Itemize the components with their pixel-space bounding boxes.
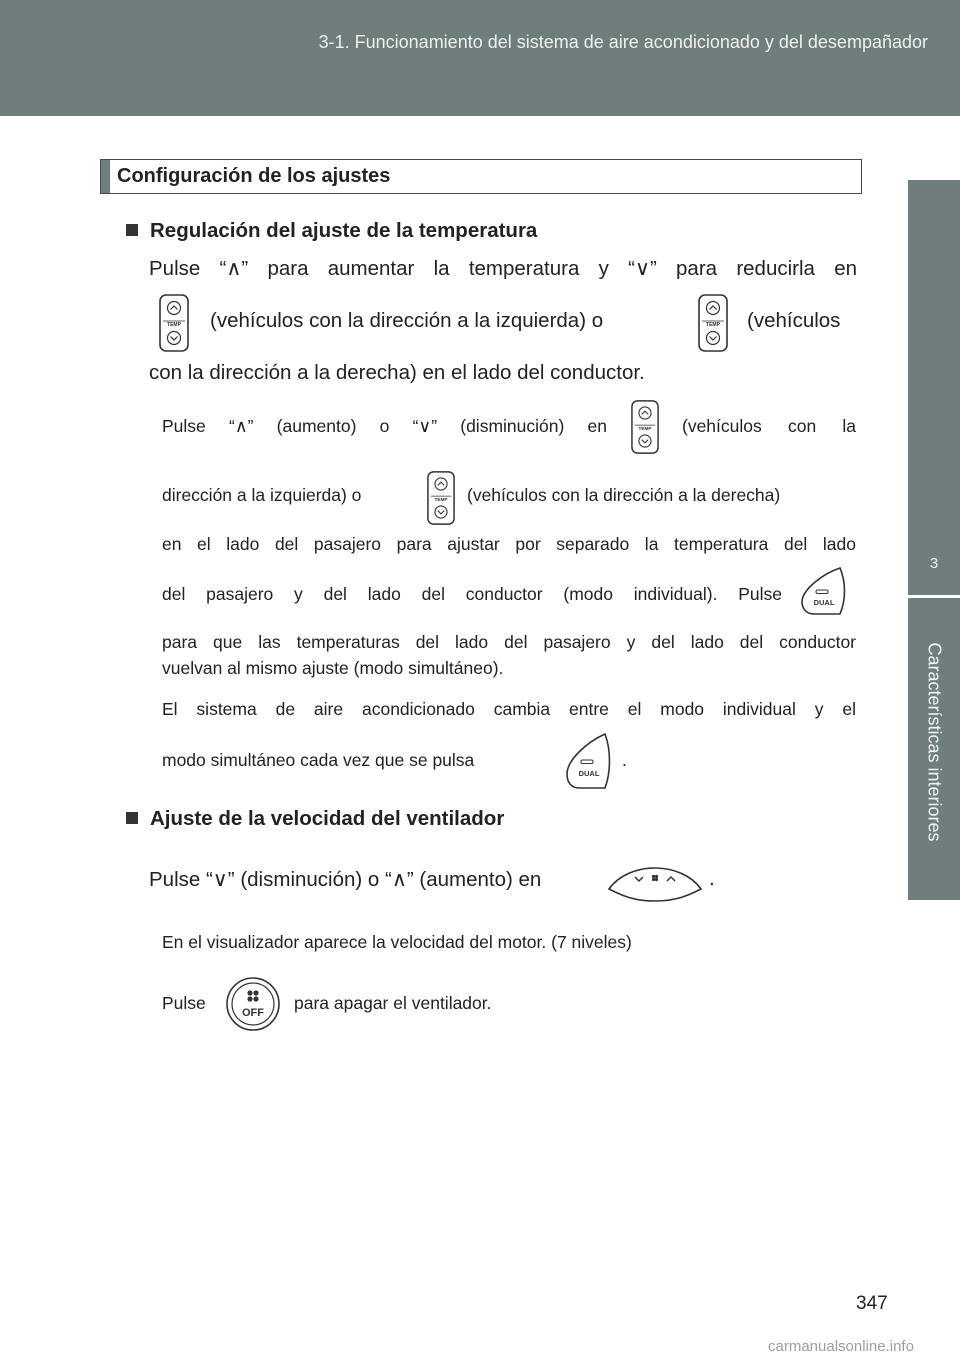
fan-heading-text: Ajuste de la velocidad del ventilador (150, 807, 505, 830)
dual-button-icon (565, 732, 613, 790)
fan-p1a: Pulse “∨” (disminución) o “∧” (aumento) en (149, 868, 542, 891)
side-tab-number: 3 (929, 555, 939, 572)
dual-button-icon (800, 566, 848, 616)
fan-p2: En el visualizador aparece la velocidad del motor. (7 niveles) (162, 932, 632, 952)
temp-p2-line6: vuelvan al mismo ajuste (modo simultáneo). (162, 658, 504, 678)
side-tab-divider (908, 595, 960, 598)
svg-text:TEMP: TEMP (706, 322, 720, 328)
temp-p2-line1b: (vehículos con la (682, 416, 856, 436)
temp-p1-line2a: (vehículos con la dirección a la izquierda) o (210, 309, 604, 332)
temp-p1-line3: con la dirección a la derecha) en el lado del conductor. (149, 361, 645, 384)
temp-p2-line4: del pasajero y del lado del conductor (modo individual). Pulse (162, 584, 782, 604)
temp-switch-icon (159, 294, 189, 352)
temp-p2-line5: para que las temperaturas del lado del pasajero y del lado del conductor (162, 632, 856, 652)
square-bullet-icon (126, 224, 138, 236)
watermark: carmanualsonline.info (768, 1338, 914, 1355)
chapter-title: 3-1. Funcionamiento del sistema de aire acondicionado y del desempañador (318, 32, 928, 52)
fan-p1b: . (709, 867, 715, 890)
temp-p3-line2a: modo simultáneo cada vez que se pulsa (162, 750, 475, 770)
temp-p1-line1: Pulse “∧” para aumentar la temperatura y “∨” para reducirla en (149, 257, 857, 280)
section-header-bar (101, 160, 110, 193)
svg-text:TEMP: TEMP (434, 496, 448, 502)
temp-switch-icon (631, 398, 659, 456)
header-band (0, 0, 960, 116)
side-tab-label: Características interiores (924, 642, 945, 842)
temp-heading (126, 219, 537, 243)
svg-text:TEMP: TEMP (638, 425, 652, 431)
temp-p1-line2b: (vehículos (747, 309, 841, 332)
temp-p2-line2a: dirección a la izquierda) o (162, 485, 362, 505)
off-button-label: OFF (242, 1007, 264, 1019)
temp-switch-icon (427, 469, 455, 527)
section-header (100, 159, 862, 194)
fan-p3a: Pulse (162, 993, 206, 1013)
temp-p2-line1a: Pulse “∧” (aumento) o “∨” (disminución) en (162, 416, 607, 436)
fan-speed-switch-icon (605, 855, 705, 903)
temp-switch-icon (698, 294, 728, 352)
temp-heading-text: Regulación del ajuste de la temperatura (150, 219, 538, 242)
section-title: Configuración de los ajustes (117, 165, 391, 187)
temp-p2-line3: en el lado del pasajero para ajustar por separado la temperatura del lado (162, 534, 856, 554)
temp-p3-line2b: . (622, 750, 627, 770)
page-number: 347 (856, 1293, 888, 1314)
square-bullet-icon (126, 812, 138, 824)
temp-p2-line2b: (vehículos con la dirección a la derecha) (467, 485, 781, 505)
fan-p3b: para apagar el ventilador. (294, 993, 492, 1013)
temp-p3-line1: El sistema de aire acondicionado cambia entre el modo individual y el (162, 699, 856, 719)
fan-heading (126, 807, 504, 831)
dual-button-label: DUAL (813, 598, 835, 607)
svg-text:DUAL: DUAL (578, 769, 600, 778)
temp-switch-label: TEMP (167, 322, 181, 328)
fan-off-button-icon (225, 976, 281, 1032)
